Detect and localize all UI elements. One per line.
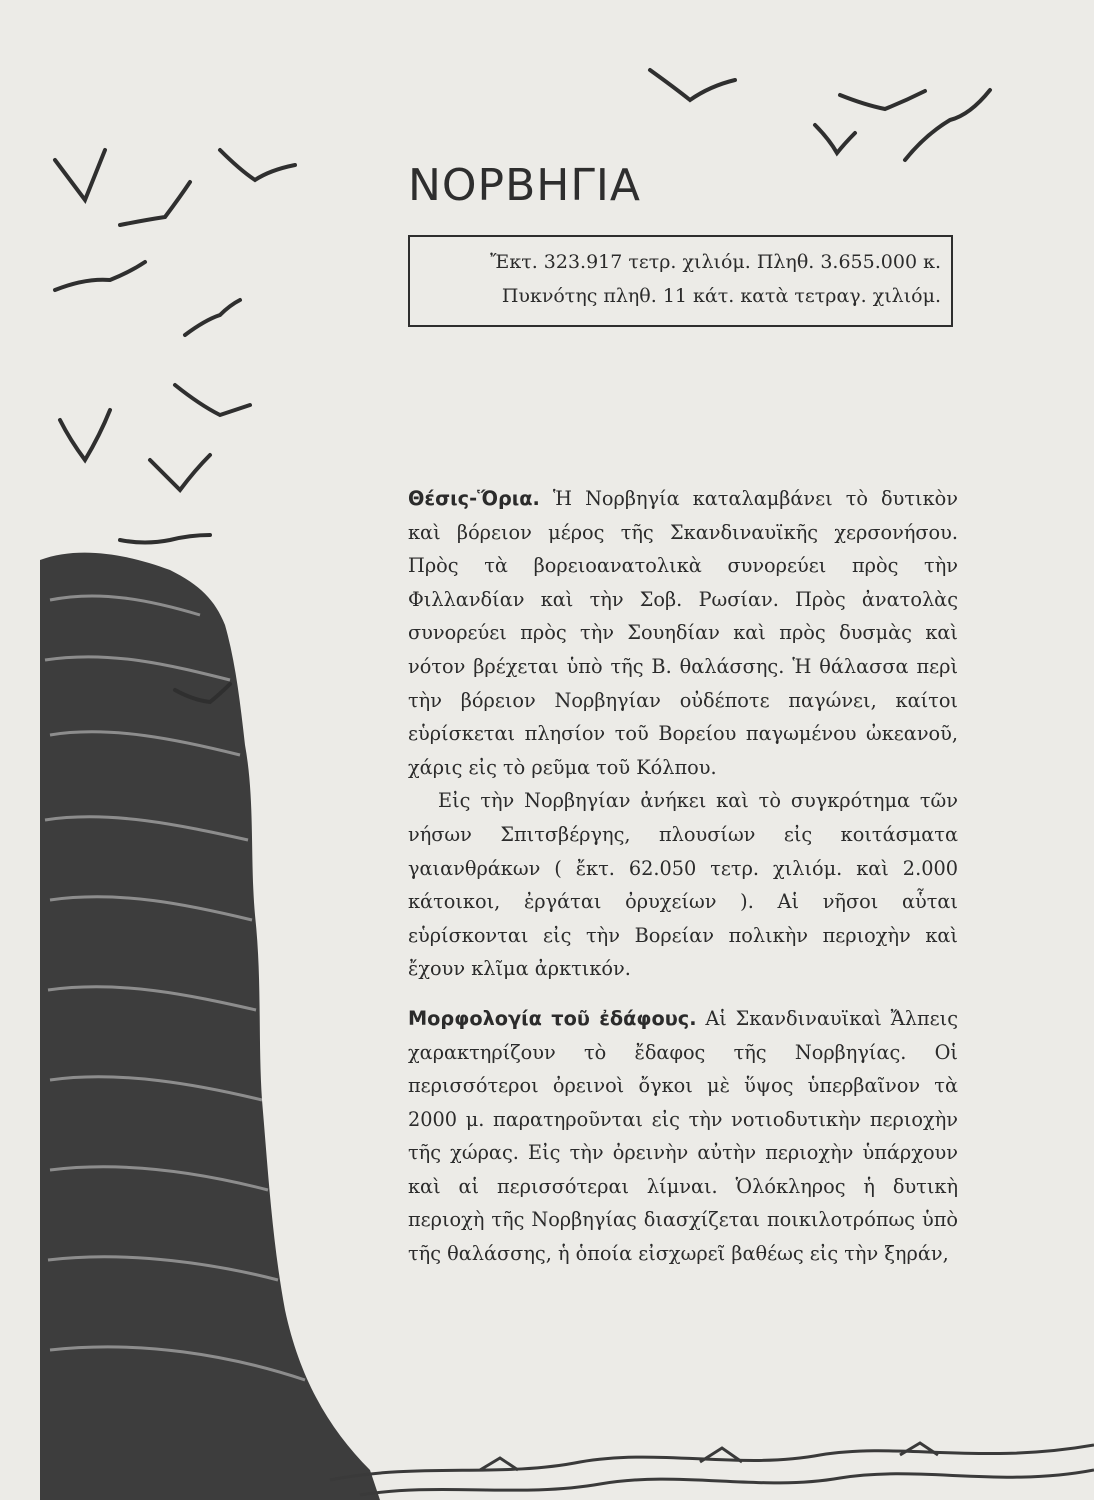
page-title: ΝΟΡΒΗΓΙΑ (408, 160, 641, 211)
sea-waves (330, 1443, 1094, 1495)
section-position-boundaries (408, 482, 958, 784)
stats-area-population: Ἔκτ. 323.917 τετρ. χιλιόμ. Πληθ. 3.655.000 κ. (490, 251, 941, 273)
country-stats-box (408, 235, 953, 327)
section-heading: Μορφολογία τοῦ ἐδάφους. (408, 1006, 697, 1030)
bird (175, 385, 250, 415)
cliff-rock (40, 553, 380, 1500)
bird (120, 182, 190, 225)
stats-density: Πυκνότης πληθ. 11 κάτ. κατὰ τετραγ. χιλιόμ. (501, 285, 941, 307)
bird (905, 90, 990, 160)
bird (815, 125, 855, 153)
bird (840, 91, 925, 109)
bird (55, 262, 145, 290)
bird (60, 410, 110, 460)
paragraph: Αἱ Σκανδιναυϊκαὶ Ἄλπεις χαρακτηρίζουν τὸ ἔδαφος τῆς Νορβηγίας. Οἱ περισσότεροι ὀρεινοὶ ὄγκοι μὲ ὕψος ὑπερβαῖνον τὰ 2000 μ. παρατηροῦνται εἰς τὴν νοτιοδυτικὴν περιοχὴν τῆς χώρας. Εἰς τὴν ὀρεινὴν αὐτὴν περιοχὴν ὑπάρχουν καὶ αἱ περισσότεραι λίμναι. Ὁλόκληρος ἡ δυτικὴ περιοχὴ τῆς Νορβηγίας διασχίζεται ποικιλοτρόπως ὑπὸ τῆς θαλάσσης, ἡ ὁποία εἰσχωρεῖ βαθέως εἰς τὴν ξηράν, (408, 1006, 958, 1266)
bird (150, 455, 210, 490)
bird (120, 535, 210, 543)
bird (220, 150, 295, 180)
section-morphology (408, 1002, 958, 1271)
bird (185, 300, 240, 335)
section-heading: Θέσις-Ὅρια. (408, 487, 540, 510)
paragraph: Ἡ Νορβηγία καταλαμβάνει τὸ δυτικὸν καὶ βόρειον μέρος τῆς Σκανδιναυϊκῆς χερσονήσου. Πρὸς τὰ βορειοανατολικὰ συνορεύει πρὸς τὴν Φιλλανδίαν καὶ τὴν Σοβ. Ρωσίαν. Πρὸς ἀνατολὰς συνορεύει πρὸς τὴν Σουηδίαν καὶ πρὸς δυσμὰς καὶ νότον βρέχεται ὑπὸ τῆς Β. θαλάσσης. Ἡ θάλασσα περὶ τὴν βόρειον Νορβηγίαν οὐδέποτε παγώνει, καίτοι εὑρίσκεται πλησίον τοῦ Βορείου παγωμένου ὠκεανοῦ, χάρις εἰς τὸ ρεῦμα τοῦ Κόλπου. (408, 487, 958, 779)
article-body (408, 482, 958, 1271)
paragraph: Εἰς τὴν Νορβηγίαν ἀνήκει καὶ τὸ συγκρότημα τῶν νήσων Σπιτσβέργης, πλουσίων εἰς κοιτάσματα γαιανθράκων ( ἔκτ. 62.050 τετρ. χιλιόμ. καὶ 2.000 κάτοικοι, ἐργάται ὀρυχείων ). Αἱ νῆσοι αὗται εὑρίσκονται εἰς τὴν Βορείαν πολικὴν περιοχὴν καὶ ἔχουν κλῖμα ἀρκτικόν. (408, 789, 958, 981)
bird (55, 150, 105, 200)
bird (650, 70, 735, 100)
